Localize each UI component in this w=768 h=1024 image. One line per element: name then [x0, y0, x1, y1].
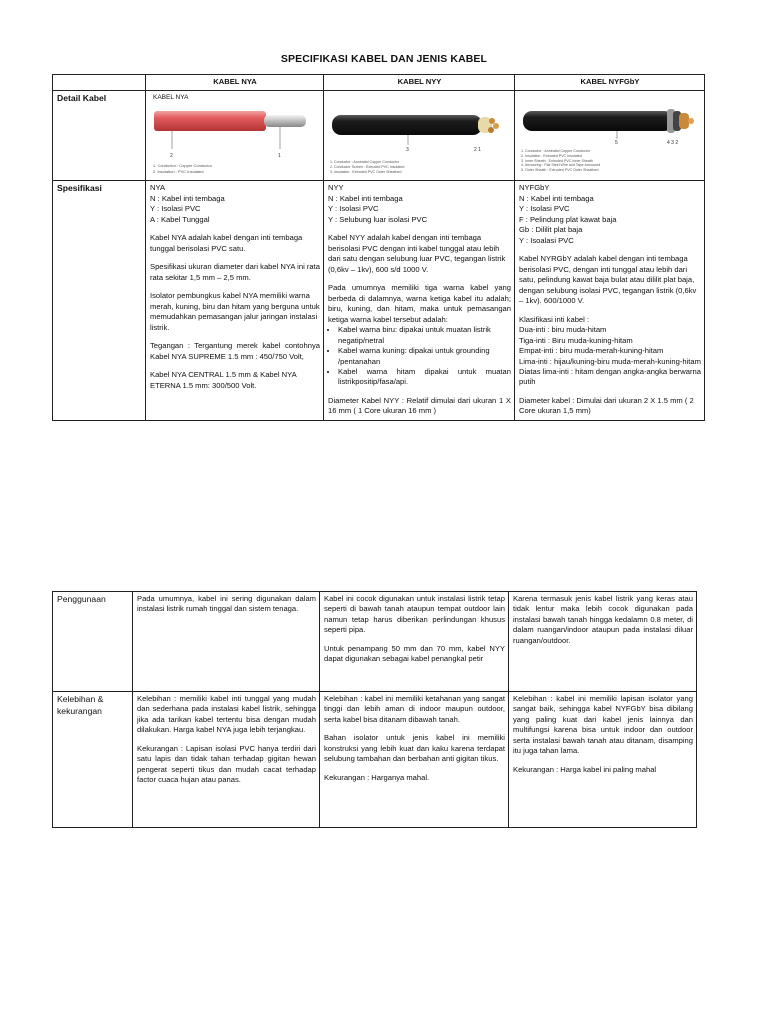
spec-line: Y : Isolasi PVC: [328, 204, 379, 214]
spec-table-bottom: [52, 591, 697, 828]
list-item: • Kabel warna biru: dipakai untuk muatan listrik negatip/netral: [338, 325, 511, 346]
spec-paragraph: Kabel NYA adalah kabel dengan inti tembaga tunggal berisolasi PVC satu.: [150, 233, 303, 253]
kelebihan-nyfgby-cell: [509, 692, 697, 828]
spec-line: Lima-inti : hijau/kuning-biru muda-merah-kuning-hitam: [519, 356, 701, 366]
spec-paragraph: Diameter kabel : Dimulai dari ukuran 2 X 1.5 mm ( 2 Core ukuran 1,5 mm): [519, 395, 694, 416]
row-label-line: kekurangan: [57, 705, 102, 716]
svg-text:3: 3: [406, 147, 409, 154]
penggunaan-nya-cell: Pada umumnya, kabel ini sering digunakan dalam instalasi listrik rumah tinggal dan sistem tenaga.: [133, 592, 320, 692]
spec-line: Gb : Dililit plat baja: [519, 225, 583, 235]
nya-image-cell: [146, 91, 324, 181]
spec-paragraph: Tegangan : Tergantung merek kabel contohnya Kabel NYA SUPREME 1.5 mm : 450/750 Volt,: [150, 341, 320, 361]
pros-cons-paragraph: Kelebihan : memiliki kabel inti tunggal yang mudah dan sederhana pada instalasi kabel listrik, sehingga jika ada tarikan kabel tertentu bisa dengan mudah dilakukan. Harga kabel NYA juga lebih terjangkau.: [137, 694, 316, 735]
nya-image-title: KABEL NYA: [153, 94, 189, 102]
red-insulation: [154, 111, 266, 131]
spec-table-top: [52, 74, 705, 421]
spec-paragraph: Pada umumnya memiliki tiga warna kabel yang berbeda di dalamnya, warna ketiga kabel itu adalah; biru, kuning, dan hitam, maka untuk pemasangan ketiga warna kabel tersebut adalah:: [328, 283, 511, 324]
spec-line: Empat-inti : biru muda-merah-kuning-hitam: [519, 346, 664, 356]
nya-legend-line: 2. Insulation : PVC Insulated: [153, 168, 204, 174]
svg-text:2: 2: [170, 153, 173, 160]
detail-row: [53, 91, 705, 181]
spec-line: Dua-inti : biru muda-hitam: [519, 325, 607, 335]
spec-line: A : Kabel Tunggal: [150, 214, 210, 224]
nyfgby-cable-image: [519, 93, 701, 177]
column-header-nyy: KABEL NYY: [324, 75, 515, 91]
pros-cons-paragraph: Kelebihan : kabel ini memiliki ketahanan yang sangat tinggi dan lebih aman di indoor maupun outdoor, serta kabel bisa ditanam dibawah tanah.: [324, 694, 505, 724]
nyy-legend-line: 1. Conductor : Annealed Copper Conductor: [330, 160, 399, 165]
spec-line: N : Kabel inti tembaga: [328, 193, 403, 203]
spec-line: NYA: [150, 183, 166, 193]
pros-cons-paragraph: Kekurangan : Harga kabel ini paling mahal: [513, 764, 657, 774]
header-row: [53, 75, 705, 91]
svg-text:1: 1: [278, 153, 281, 160]
spec-paragraph: Kabel NYRGbY adalah kabel dengan inti tembaga berisolasi PVC, dengan inti tunggal atau lebih dari satu, pelindung kawat baja bulat atau dililit plat baja, dengan selubung isolasi PVC, tegangan listrik (0,6kv – 1kv). 600/1000 V.: [519, 254, 697, 306]
spec-line: NYFGbY: [519, 183, 550, 193]
spesifikasi-nyy-cell: [324, 181, 515, 420]
penggunaan-nyy-cell: [320, 592, 509, 692]
spec-line: NYY: [328, 183, 344, 193]
spec-line: Y : Isolasi PVC: [519, 204, 570, 214]
nyfgby-legend-line: 5. Outer Sheath : Extruded PVC Outer Sheathed: [521, 168, 599, 173]
page-title: SPECIFIKASI KABEL DAN JENIS KABEL: [280, 53, 488, 65]
pros-cons-paragraph: Kelebihan : kabel ini memiliki lapisan isolator yang sangat baik, sehingga kabel NYFGbY bisa dibilang yang paling kuat dari kabel jenis lainnya dan multifungsi karena bisa untuk indoor dan outdoor serta instalasi bawah tanah atau ditanam, disamping itu juga tahan lama.: [513, 694, 693, 756]
column-header-nya: KABEL NYA: [146, 75, 324, 91]
row-label-penggunaan: Penggunaan: [53, 592, 133, 692]
nyfgby-outer-sheath: [523, 111, 673, 131]
list-item: • Kabel warna hitam dipakai untuk muatan listrikpositip/fasa/api.: [338, 367, 511, 388]
pros-cons-paragraph: Bahan isolator untuk jenis kabel ini memiliki konstruksi yang lebih kuat dan kaku karena terdapat selubung tambahan dan berbahan anti gigitan tikus.: [324, 733, 505, 764]
spec-line: F : Pelindung plat kawat baja: [519, 214, 617, 224]
nyy-cable-image: [328, 93, 511, 177]
row-label-line: Kelebihan &: [57, 694, 104, 704]
nyy-image-cell: [324, 91, 515, 181]
svg-text:2 1: 2 1: [474, 147, 481, 154]
list-item: • Kabel warna kuning: dipakai untuk grounding /pentanahan: [338, 346, 511, 367]
nya-cable-image: [150, 93, 320, 177]
usage-paragraph: Kabel ini cocok digunakan untuk instalasi listrik tetap seperti di bawah tanah ataupun tempat outdoor lain namun tetap harus diberikan perlindungan khusus seperti pipa.: [324, 594, 505, 635]
spec-paragraph: Kabel NYA CENTRAL 1.5 mm & Kabel NYA ETERNA 1.5 mm: 300/500 Volt.: [150, 370, 297, 390]
spec-paragraph: Isolator pembungkus kabel NYA memiliki warna merah, kuning, biru dan hitam yang berguna untuk memudahkan pemasangan jalur jaringan instalasi listrik.: [150, 291, 320, 332]
kelebihan-row: [53, 692, 697, 828]
row-label-detail: Detail Kabel: [53, 91, 146, 181]
spec-line: N : Kabel inti tembaga: [519, 193, 594, 203]
spec-line: Y : Selubung luar isolasi PVC: [328, 214, 428, 224]
nyfgby-legend-line: 2. Insulation : Extruded PVC Insulated: [521, 154, 582, 159]
kelebihan-nyy-cell: [320, 692, 509, 828]
color-bullet-list: [328, 325, 511, 388]
svg-text:5: 5: [615, 140, 618, 147]
nyy-legend-line: 3. Insulation : Extruded PVC Outer Sheathed: [330, 169, 402, 174]
copper-conductor: [264, 115, 306, 127]
spec-paragraph: Spesifikasi ukuran diameter dari kabel NYA ini rata rata sekitar 1,5 mm – 2,5 mm.: [150, 262, 320, 282]
usage-paragraph: Untuk penampang 50 mm dan 70 mm, kabel NYY dapat digunakan sebagai kabel penangkal petir: [324, 643, 505, 664]
penggunaan-row: [53, 592, 697, 692]
nyfgby-image-cell: [515, 91, 705, 181]
nyfgby-legend-line: 3. Inner Sheath : Extruded PVC Inner Sheath: [521, 158, 593, 163]
svg-text:4 3 2: 4 3 2: [667, 140, 679, 147]
column-header-nyfgby: KABEL NYFGbY: [515, 75, 705, 91]
nya-legend-line: 1. Conductor : Copper Conductor: [153, 163, 212, 169]
spesifikasi-nyfgby-cell: [515, 181, 705, 420]
row-label-kelebihan: [53, 692, 133, 828]
header-empty-cell: [53, 75, 146, 91]
spec-paragraph: Kabel NYY adalah kabel dengan inti tembaga berisolasi PVC dengan inti kabel tunggal atau lebih dari satu dengan selubung luar PVC, tegangan listrik (0,6kv – 1kv), 600 s/d 1000 V.: [328, 233, 506, 274]
kelebihan-nya-cell: [133, 692, 320, 828]
pros-cons-paragraph: Kekurangan : Lapisan isolasi PVC hanya terdiri dari satu lapis dan tidak tahan terhadap gigitan hewan pengerat seperti tikus dan mudah cacat terhadap factor cuaca hujan atau panas.: [137, 743, 316, 785]
nyy-legend-line: 2. Conductor Screen : Extruded PVC Insulated: [330, 165, 405, 170]
spesifikasi-row: [53, 181, 705, 420]
spec-line: Y : Isoalasi PVC: [519, 235, 574, 245]
spec-line: Y : Isolasi PVC: [150, 204, 201, 214]
spec-paragraph: Diameter Kabel NYY : Relatif dimulai dari ukuran 1 X 16 mm ( 1 Core ukuran 16 mm ): [328, 395, 511, 416]
row-label-spesifikasi: Spesifikasi: [53, 181, 146, 420]
spesifikasi-nya-cell: [146, 181, 324, 420]
nyy-outer-sheath: [332, 115, 482, 135]
penggunaan-nyfgby-cell: Karena termasuk jenis kabel listrik yang keras atau tidak lentur maka lebih cocok digunakan pada instalasi bawah tanah hingga kedalamn 0.8 meter, di dalam ruangan/indoor ataupun pada instalasi diluar ruangan/outdoor.: [509, 592, 697, 692]
nyfgby-legend-line: 1. Conductor : Annealed Copper Conductor: [521, 149, 590, 154]
spec-line: Klasifikasi inti kabel :: [519, 314, 590, 324]
spec-line: N : Kabel inti tembaga: [150, 193, 225, 203]
nyfgby-legend-line: 4. Armouring : Flat Steel Wire and Tape Armoured: [521, 163, 601, 168]
pros-cons-paragraph: Kekurangan : Harganya mahal.: [324, 772, 430, 782]
spec-line: Tiga-inti : Biru muda-kuning-hitam: [519, 335, 633, 345]
spec-line: Diatas lima-inti : hitam dengan angka-angka berwarna putih: [519, 366, 701, 387]
